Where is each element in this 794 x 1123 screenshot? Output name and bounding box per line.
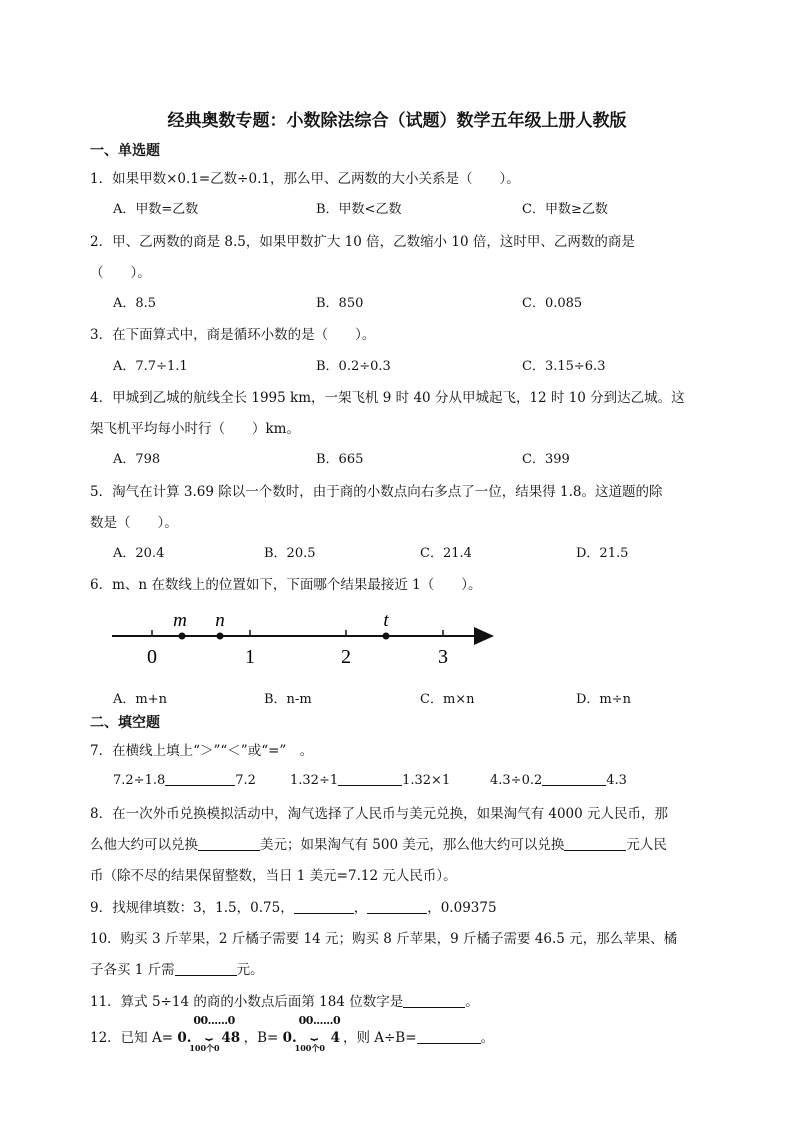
q8-text-b: 美元；如果淘气有 500 美元，那么他大约可以兑换 xyxy=(260,837,565,853)
question-5-line1: 5．淘气在计算 3.69 除以一个数时，由于商的小数点向右多点了一位，结果得 1.8。这道题的除 xyxy=(90,484,663,500)
q9-text-a: 9．找规律填数：3，1.5，0.75， xyxy=(90,900,294,916)
q12-end: ，则 A÷B= xyxy=(342,1030,417,1046)
point-t xyxy=(383,633,390,640)
page-title: 经典奥数专题：小数除法综合（试题）数学五年级上册人教版 xyxy=(167,111,627,131)
q12-a-zeros: 00......0 xyxy=(193,1014,235,1027)
q7-blank-1[interactable] xyxy=(165,771,235,786)
q12-mid: ，B= xyxy=(243,1030,279,1046)
question-12 xyxy=(90,1014,495,1053)
question-3: 3．在下面算式中，商是循环小数的是（ ）。 xyxy=(90,327,376,343)
q12-number-b xyxy=(282,1014,341,1053)
q12-number-a xyxy=(177,1014,241,1053)
q7-item-1-right: 7.2 xyxy=(235,773,256,788)
q12-a-suffix: 48 xyxy=(221,1030,241,1046)
q12-a-brace: ⏟ xyxy=(205,1026,213,1040)
q8-text-a: 么他大约可以兑换 xyxy=(90,837,198,853)
q7-blank-3[interactable] xyxy=(542,771,606,786)
q4-option-a[interactable]: A．798 xyxy=(113,452,161,467)
q8-blank-2[interactable] xyxy=(564,836,626,851)
q5-option-d[interactable]: D．21.5 xyxy=(576,546,629,561)
question-9 xyxy=(90,896,497,916)
question-2-line1: 2．甲、乙两数的商是 8.5，如果甲数扩大 10 倍，乙数缩小 10 倍，这时甲、乙两数的商是 xyxy=(90,234,635,250)
question-6: 6．m、n 在数线上的位置如下，下面哪个结果最接近 1（ ）。 xyxy=(90,577,482,593)
question-5-line2: 数是（ ）。 xyxy=(90,515,178,531)
q12-b-count: 100个0 xyxy=(294,1043,325,1053)
point-m xyxy=(179,633,186,640)
q3-option-c[interactable]: C．3.15÷6.3 xyxy=(522,359,606,374)
q9-blank-1[interactable] xyxy=(294,899,354,914)
q12-b-suffix: 4 xyxy=(330,1030,341,1046)
q6-option-a[interactable]: A．m+n xyxy=(113,692,167,707)
question-8-line2 xyxy=(90,833,667,853)
question-8-line3: 币（除不尽的结果保留整数，当日 1 美元=7.12 元人民币）。 xyxy=(90,868,457,884)
question-2-line2: （ ）。 xyxy=(90,265,151,281)
point-label-t: t xyxy=(383,610,389,631)
q12-tail: 。 xyxy=(480,1030,495,1046)
section-fill-blank: 二、填空题 xyxy=(90,715,160,731)
number-line-figure xyxy=(108,610,498,670)
tick-label-1: 1 xyxy=(245,646,255,668)
q12-a-prefix: 0. xyxy=(177,1030,192,1046)
question-1: 1．如果甲数×0.1=乙数÷0.1，那么甲、乙两数的大小关系是（ ）。 xyxy=(90,171,520,187)
q1-option-a[interactable]: A．甲数=乙数 xyxy=(113,202,199,217)
q1-option-b[interactable]: B．甲数<乙数 xyxy=(316,202,402,217)
q12-b-brace: ⏟ xyxy=(310,1026,318,1040)
q7-item-2-right: 1.32×1 xyxy=(402,773,451,788)
q4-option-c[interactable]: C．399 xyxy=(522,452,570,467)
question-11 xyxy=(90,990,479,1010)
q7-blank-2[interactable] xyxy=(338,771,402,786)
tick-label-2: 2 xyxy=(341,646,351,668)
question-4-line2: 架飞机平均每小时行（ ）km。 xyxy=(90,421,300,437)
question-8-line1: 8．在一次外币兑换模拟活动中，淘气选择了人民币与美元兑换，如果淘气有 4000 元人民币，那 xyxy=(90,806,669,822)
point-label-n: n xyxy=(215,610,225,631)
question-10-line2 xyxy=(90,958,264,978)
q3-option-b[interactable]: B．0.2÷0.3 xyxy=(316,359,391,374)
q11-text-a: 11．算式 5÷14 的商的小数点后面第 184 位数字是 xyxy=(90,994,404,1010)
q2-option-c[interactable]: C．0.085 xyxy=(522,296,583,311)
q12-a-count: 100个0 xyxy=(189,1043,220,1053)
q5-option-a[interactable]: A．20.4 xyxy=(113,546,165,561)
q7-item-2 xyxy=(290,771,450,788)
q10-blank[interactable] xyxy=(175,961,237,976)
q9-sep: ， xyxy=(353,900,368,916)
q6-option-d[interactable]: D．m÷n xyxy=(576,692,632,707)
q4-option-b[interactable]: B．665 xyxy=(316,452,364,467)
section-single-choice: 一、单选题 xyxy=(90,143,160,159)
q12-blank[interactable] xyxy=(417,1029,481,1044)
q7-item-3-right: 4.3 xyxy=(606,773,627,788)
tick-label-0: 0 xyxy=(147,646,157,668)
q8-text-c: 元人民 xyxy=(626,837,667,853)
q7-item-3 xyxy=(490,771,627,788)
point-n xyxy=(217,633,224,640)
q7-item-1 xyxy=(113,771,256,788)
q7-item-1-left: 7.2÷1.8 xyxy=(113,773,166,788)
q3-option-a[interactable]: A．7.7÷1.1 xyxy=(113,359,188,374)
q2-option-b[interactable]: B．850 xyxy=(316,296,364,311)
q6-option-b[interactable]: B．n-m xyxy=(264,692,312,707)
question-10-line1: 10．购买 3 斤苹果，2 斤橘子需要 14 元；购买 8 斤苹果，9 斤橘子需要 46.5 元，那么苹果、橘 xyxy=(90,931,678,947)
q10-text-a: 子各买 1 斤需 xyxy=(90,962,175,978)
q7-item-3-left: 4.3÷0.2 xyxy=(490,773,543,788)
q5-option-b[interactable]: B．20.5 xyxy=(264,546,316,561)
q12-text-a: 12．已知 A= xyxy=(90,1030,174,1046)
question-7: 7．在横线上填上“＞”“＜”或“=” 。 xyxy=(90,743,314,759)
q2-option-a[interactable]: A．8.5 xyxy=(113,296,157,311)
q1-option-c[interactable]: C．甲数≥乙数 xyxy=(522,202,608,217)
number-line-arrow xyxy=(474,627,494,645)
q12-b-zeros: 00......0 xyxy=(298,1014,341,1027)
point-label-m: m xyxy=(173,610,187,631)
tick-label-3: 3 xyxy=(438,646,448,668)
q11-blank[interactable] xyxy=(403,993,465,1008)
q9-text-b: ，0.09375 xyxy=(427,900,497,916)
q5-option-c[interactable]: C．21.4 xyxy=(420,546,472,561)
question-4-line1: 4．甲城到乙城的航线全长 1995 km，一架飞机 9 时 40 分从甲城起飞，12 时 10 分到达乙城。这 xyxy=(90,390,685,406)
q9-blank-2[interactable] xyxy=(367,899,427,914)
q11-text-b: 。 xyxy=(465,994,479,1010)
q10-text-b: 元。 xyxy=(236,962,264,978)
q7-item-2-left: 1.32÷1 xyxy=(290,773,339,788)
q6-option-c[interactable]: C．m×n xyxy=(420,692,475,707)
q12-b-prefix: 0. xyxy=(282,1030,297,1046)
q8-blank-1[interactable] xyxy=(198,836,260,851)
